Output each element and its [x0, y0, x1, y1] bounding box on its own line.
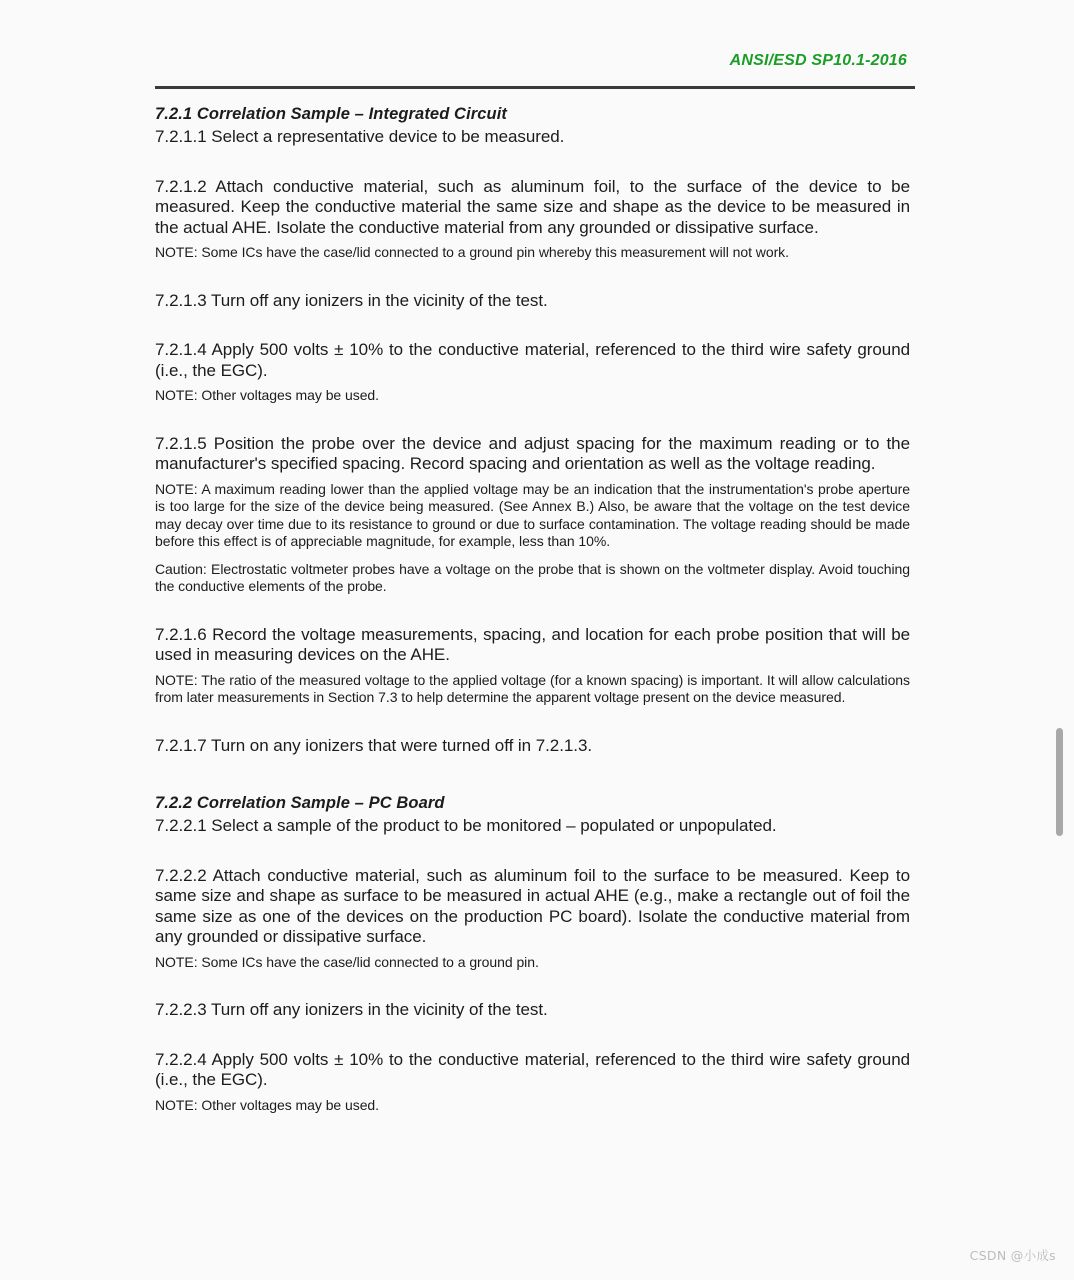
clause-7-2-2-4: 7.2.2.4 Apply 500 volts ± 10% to the conductive material, referenced to the third wire safety ground (i.e., the EGC). [155, 1049, 910, 1089]
note-7-2-2-2: NOTE: Some ICs have the case/lid connected to a ground pin. [155, 953, 539, 970]
spacer [155, 837, 907, 866]
spacer [155, 148, 907, 177]
spacer [155, 262, 907, 291]
header-divider [155, 86, 915, 89]
clause-7-2-2-2: 7.2.2.2 Attach conductive material, such as aluminum foil to the surface to be measured. Keep to same size and shape as surface to be measured in actual AHE (e.g., make a rectangle out of foil the same size as one of the devices on the production PC board). Isolate the conductive material from any grounded or dissipative surface. [155, 865, 910, 946]
note-7-2-1-2: NOTE: Some ICs have the case/lid connected to a ground pin whereby this measurement will not work. [155, 244, 789, 260]
note-7-2-1-4: NOTE: Other voltages may be used. [155, 387, 380, 403]
clause-7-2-1-2: 7.2.1.2 Attach conductive material, such as aluminum foil, to the surface of the device to be measured. Keep the conductive material the same size and shape as the device to be measured in the actual AHE. Isolate the conductive material from any grounded or dissipative surface. [155, 176, 910, 237]
clause-7-2-1-1: 7.2.1.1 Select a representative device to be measured. [155, 127, 565, 146]
scrollbar[interactable] [1060, 0, 1070, 1280]
section-heading-7-2-2: 7.2.2 Correlation Sample – PC Board [155, 794, 445, 812]
spacer [155, 311, 907, 340]
page-header [155, 0, 907, 70]
caution-7-2-1-5: Caution: Electrostatic voltmeter probes have a voltage on the probe that is shown on the voltmeter display. Avoid touching the conductive elements of the probe. [155, 560, 910, 594]
clause-7-2-1-7: 7.2.1.7 Turn on any ionizers that were turned off in 7.2.1.3. [155, 735, 593, 755]
clause-7-2-1-4: 7.2.1.4 Apply 500 volts ± 10% to the conductive material, referenced to the third wire safety ground (i.e., the EGC). [155, 340, 910, 380]
scrollbar-thumb[interactable] [1056, 728, 1063, 836]
clause-7-2-1-5: 7.2.1.5 Position the probe over the device and adjust spacing for the maximum reading or to the manufacturer's specified spacing. Record spacing and orientation as well as the voltage reading. [155, 433, 910, 473]
note-7-2-1-5: NOTE: A maximum reading lower than the applied voltage may be an indication that the instrumentation's probe aperture is too large for the size of the device being measured. (See Annex B.) Also, be aware that the voltage on the test device may decay over time due to its resistance to ground or due to surface contamination. The voltage reading should be made before this effect is of appreciable magnitude, for example, less than 10%. [155, 480, 910, 549]
clause-7-2-1-3: 7.2.1.3 Turn off any ionizers in the vicinity of the test. [155, 290, 548, 310]
clause-7-2-2-1: 7.2.2.1 Select a sample of the product to be monitored – populated or unpopulated. [155, 816, 777, 835]
note-7-2-2-4: NOTE: Other voltages may be used. [155, 1096, 380, 1113]
clause-7-2-2-3: 7.2.2.3 Turn off any ionizers in the vicinity of the test. [155, 1000, 548, 1019]
watermark: CSDN @小成s [969, 1248, 1056, 1263]
spacer [155, 1021, 907, 1050]
document-reference: ANSI/ESD SP10.1-2016 [729, 52, 907, 69]
page-content [155, 0, 910, 1114]
section-heading-7-2-1: 7.2.1 Correlation Sample – Integrated Circuit [155, 105, 508, 123]
spacer [155, 756, 907, 778]
spacer [155, 405, 907, 434]
spacer [155, 971, 907, 1000]
clause-7-2-1-6: 7.2.1.6 Record the voltage measurements, spacing, and location for each probe position that will be used in measuring devices on the AHE. [155, 624, 910, 664]
spacer [155, 551, 907, 561]
note-7-2-1-6: NOTE: The ratio of the measured voltage to the applied voltage (for a known spacing) is important. It will allow calculations from later measurements in Section 7.3 to help determine the apparent voltage present on the device measured. [155, 671, 910, 705]
spacer [155, 707, 907, 736]
spacer [155, 596, 907, 625]
